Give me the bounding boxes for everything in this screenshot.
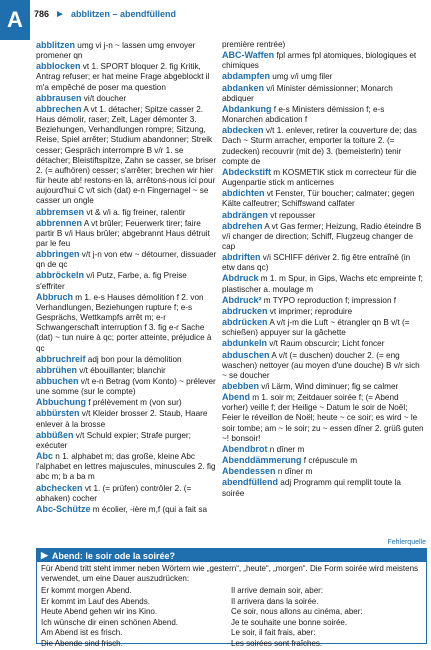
headword: Abend	[222, 392, 250, 403]
headword: ABC-Waffen	[222, 50, 275, 61]
entry-definition: v/i SCHIFF dériver 2. fig être entraîné (in etw dans qc)	[222, 253, 411, 273]
entry-definition: vt repousser	[270, 210, 316, 220]
entry-definition: n dîner m	[269, 444, 305, 454]
dictionary-entry	[36, 483, 217, 504]
headword: Abendbrot	[222, 443, 268, 454]
entry-definition: v/t e-n Betrag (vom Konto) ~ prélever une somme (sur le compte)	[36, 377, 216, 397]
dictionary-entry	[222, 50, 425, 71]
dictionary-entry	[36, 504, 217, 515]
dictionary-entry	[36, 292, 217, 354]
entry-definition: v/t 1. enlever, retirer la couverture de; das Dach ~ Sturm arracher, emporter la toiture 2. (= zudecken) recouvrir (mit de) 3. (bemeisterln) tenir compte de	[222, 126, 417, 166]
headword: abdunkeln	[222, 338, 268, 349]
example-german: Er kommt morgen Abend.	[41, 586, 132, 595]
dictionary-entry	[222, 338, 425, 349]
usage-note-title	[37, 549, 426, 562]
headword: Abc-Schütze	[36, 503, 91, 514]
headword: abdrücken	[222, 317, 268, 328]
left-column	[36, 40, 217, 515]
headword: abdriften	[222, 252, 261, 263]
headword: abbürsten	[36, 408, 80, 419]
dictionary-entry	[222, 466, 425, 477]
headword: abdichten	[222, 188, 265, 199]
entry-definition: vt 1. (= prüfen) contrôler 2. (= abhaken) cocher	[36, 483, 192, 503]
dictionary-entry	[222, 188, 425, 209]
section-letter-tab: A	[0, 0, 30, 40]
example-german: Heute Abend gehen wir ins Kino.	[41, 607, 158, 617]
headword: Abbruch	[36, 291, 73, 302]
dictionary-entry	[36, 270, 217, 291]
dictionary-entry	[222, 273, 425, 294]
dictionary-entry	[222, 350, 425, 381]
headword: Abendessen	[222, 466, 276, 477]
headword: Abbuchung	[36, 397, 86, 408]
dictionary-entry	[222, 104, 425, 125]
headword: abbuchen	[36, 376, 79, 386]
headword: Abenddämmerung	[222, 455, 302, 466]
usage-note-examples	[37, 586, 426, 650]
dictionary-entry	[222, 317, 425, 338]
example-german: Ich wünsche dir einen schönen Abend.	[41, 617, 178, 627]
dictionary-entry	[36, 207, 217, 218]
headword: abdanken	[222, 82, 265, 93]
dictionary-entry	[222, 210, 425, 221]
entry-definition: A vt brûler; Feuerwerk tirer; faire partir B v/i Haus brûler; abgebrannt Haus détruit par le feu	[36, 218, 210, 248]
headword: abbruchreif	[36, 353, 86, 364]
headword: abendfüllend	[222, 477, 278, 488]
entry-definition: v/t ébouillanter; blanchir	[79, 365, 166, 375]
entry-definition: A v/t (= duschen) doucher 2. (= eng waschen) nettoyer (au moyen d'une douche) B v/r sich ~ se doucher	[222, 350, 420, 380]
entry-definition: v/i Minister démissionner; Monarch abdiquer	[222, 83, 393, 103]
headword: abbüßen	[36, 429, 74, 440]
play-icon: ▶	[41, 550, 48, 560]
dictionary-entry	[222, 252, 425, 273]
headword: abbrühen	[36, 364, 78, 375]
entry-definition: A vt 1. détacher; Spitze casser 2. Haus démolir, raser; Zelt, Lager démonter 3. Beziehungen, Verhandlungen rompre; Sitzung, Reise, Spiel arrêter; Studium abandonner; Streik cesser; Gespräch interrompre B v/r 1. se détacher; Bleistiftspitze, Zahn se casser, se briser 2. (= aufhören) cesser; s'arrêter; brechen wir hier für heute ab! restons-en là, arrêtons-nous ici pour aujourd'hui C v/t sich (dat) e-n Fingernagel ~ se casser un ongle	[36, 104, 217, 206]
dictionary-entry	[222, 125, 425, 167]
entry-definition: m TYPO reproduction f; impression f	[263, 295, 397, 305]
entry-definition: vt 1. SPORT bloquer 2. fig Kritik, Antrag refuser; er hat meine Frage abgeblockt il m'a empêché de poser ma question	[36, 62, 210, 92]
entry-definition: m 1. e-s Hauses démolition f 2. von Verhandlungen, Beziehungen rupture f; e-s Gesprächs, Wettkampfs arrêt m; e-r Schwangerschaft interruption f 3. fig e-r Sache (dat) ~ tun nuire à qc; porter atteinte, préjudice à qc	[36, 292, 212, 353]
entry-definition: f prélèvement m (von sur)	[88, 398, 182, 408]
headword: abbrausen	[36, 92, 82, 103]
entry-definition: fpl armes fpl atomiques, biologiques et chimiques	[222, 51, 417, 71]
dictionary-entry	[222, 40, 425, 50]
entry-definition: vi/t doucher	[83, 93, 127, 103]
headword: abdecken	[222, 125, 264, 136]
example-french: Le soir, il fait frais, aber:	[231, 628, 316, 638]
headword: abdrehen	[222, 220, 263, 231]
dictionary-entry	[36, 397, 217, 408]
headword: Abdruck²	[222, 294, 262, 305]
entry-definition: m 1. soir m; Zeitdauer soirée f; (= Abend vorher) veille f; der Heilige ~ Datum le soir de Noël; Feier le réveillon de Noël; heute ~ ce soir; es wird ~ le soir tombe; am ~ le soir; zu ~ essen dîner 2. grüß guten ~! bonsoir!	[222, 393, 424, 443]
headword: abchecken	[36, 482, 83, 493]
entry-definition: umg vi j-n ~ lassen umg envoyer promener qn	[36, 41, 196, 61]
entry-definition: f e-s Ministers démission f; e-s Monarchen abdication f	[222, 104, 385, 125]
entry-definition: n 1. alphabet m; das große, kleine Abc l'alphabet en lettres majuscules, minuscules 2. fig abc m; b a ba m	[36, 452, 216, 482]
example-french: Ce soir, nous allons au cinéma, aber:	[231, 607, 363, 617]
headword: abdampfen	[222, 71, 271, 82]
entry-definition: m 1. m Spur, in Gips, Wachs etc empreinte f; plastischer a. moulage m	[222, 274, 423, 294]
dictionary-entry	[222, 381, 425, 392]
headword: Abdruck	[222, 273, 259, 284]
dictionary-entry	[36, 61, 217, 92]
dictionary-entry	[36, 218, 217, 249]
example-french: Il arrivera dans la soirée.	[231, 596, 319, 606]
usage-note-title-text: Abend: le soir ode la soirée?	[51, 550, 175, 561]
dictionary-entry	[222, 306, 425, 317]
headword: abebben	[222, 381, 260, 391]
example-german: Er kommt im Lauf des Abends.	[41, 596, 150, 606]
example-french: Les soirées sont fraîches.	[231, 638, 323, 648]
headword: abbröckeln	[36, 270, 85, 281]
usage-note-hint: Fehlerquelle	[387, 539, 426, 546]
dictionary-entry	[36, 40, 217, 61]
dictionary-entry	[222, 455, 425, 466]
example-french: Je te souhaite une bonne soirée.	[231, 617, 348, 627]
dictionary-entry	[222, 444, 425, 455]
dictionary-entry	[222, 83, 425, 104]
example-french: Il arrive demain soir, aber:	[231, 586, 324, 595]
dictionary-entry	[36, 249, 217, 270]
headword: Abdankung	[222, 103, 272, 114]
headword: abbringen	[36, 249, 80, 260]
entry-definition: v/t Schuld expier; Strafe purger; exécuter	[36, 430, 191, 450]
headword: abblitzen	[36, 40, 76, 50]
dictionary-entry	[36, 376, 217, 397]
usage-note-intro: Für Abend tritt steht immer neben Wörtern wie „gestern“, „heute“, „morgen“. Die Form soirée wird meistens verwendet, um eine Dauer auszudrücken:	[41, 564, 419, 583]
dictionary-entry	[36, 354, 217, 365]
example-german: Die Abende sind frisch.	[41, 638, 123, 648]
dictionary-entry	[222, 167, 425, 188]
headword: abbrennen	[36, 217, 83, 228]
page-number: 786	[34, 9, 50, 19]
arrow-icon: ►	[55, 8, 65, 20]
dictionary-entry	[222, 221, 425, 252]
headword: Abc	[36, 451, 54, 462]
right-column	[222, 40, 425, 499]
entry-definition: adj bon pour la démolition	[87, 354, 182, 364]
entry-definition: vt Fenster, Tür boucher; calmater; gegen Kälte calfeutrer; Schiffswand calfater	[222, 189, 415, 209]
dictionary-entry	[222, 71, 425, 82]
dictionary-entry	[222, 477, 425, 498]
entry-definition: n dîner m	[277, 467, 313, 477]
entry-definition: adj Programm qui remplit toute la soirée	[222, 478, 401, 498]
headword: abduschen	[222, 349, 270, 360]
dictionary-entry	[36, 365, 217, 376]
entry-definition: A v/t j-m die Luft ~ étrangler qn B v/t (= schießen) appuyer sur la gâchette	[222, 318, 410, 338]
dictionary-entry	[36, 93, 217, 104]
entry-definition: A vt Gas fermer; Heizung, Radio éteindre B v/i changer de direction; Schiff, Flugzeug changer de cap	[222, 221, 422, 251]
entry-definition: v/t Raum obscurcir; Licht foncer	[269, 339, 385, 349]
dictionary-entry	[36, 430, 217, 451]
entry-definition: m écolier, -ière m,f (qui a fait sa	[92, 504, 208, 514]
headword: Abdeckstift	[222, 166, 272, 177]
entry-definition: v/i Putz, Farbe, a. fig Preise s'effriter	[36, 271, 187, 291]
dictionary-entry	[36, 408, 217, 429]
headword: abdrängen	[222, 209, 269, 220]
page-header	[34, 6, 425, 22]
entry-definition: vt & v/i a. fig freiner, ralentir	[86, 207, 186, 217]
example-german: Am Abend ist es frisch.	[41, 628, 123, 638]
usage-note-box	[36, 539, 427, 648]
headword: abbrechen	[36, 103, 82, 114]
dictionary-entry	[36, 451, 217, 482]
entry-definition: v/t Kleider brosser 2. Staub, Haare enlever à la brosse	[36, 409, 208, 429]
entry-definition: m KOSMETIK stick m correcteur für die Augenpartie stick m anticernes	[222, 167, 417, 188]
entry-definition: v/i Lärm, Wind diminuer; fig se calmer	[261, 382, 399, 391]
entry-definition: vt imprimer; reproduire	[269, 306, 353, 316]
headword: abdrucken	[222, 305, 268, 316]
entry-definition: v/t j-n von etw ~ détourner, dissuader qn de qc	[36, 250, 217, 270]
entry-definition: première rentrée)	[222, 40, 286, 49]
dictionary-entry	[36, 104, 217, 207]
dictionary-entry	[222, 295, 425, 306]
headword: abbremsen	[36, 206, 85, 217]
headword: abblocken	[36, 61, 81, 72]
entry-definition: umg v/i umg filer	[272, 72, 333, 82]
dictionary-entry	[222, 392, 425, 444]
page-range: abblitzen – abendfüllend	[70, 9, 176, 19]
entry-definition: f crépuscule m	[303, 456, 358, 466]
